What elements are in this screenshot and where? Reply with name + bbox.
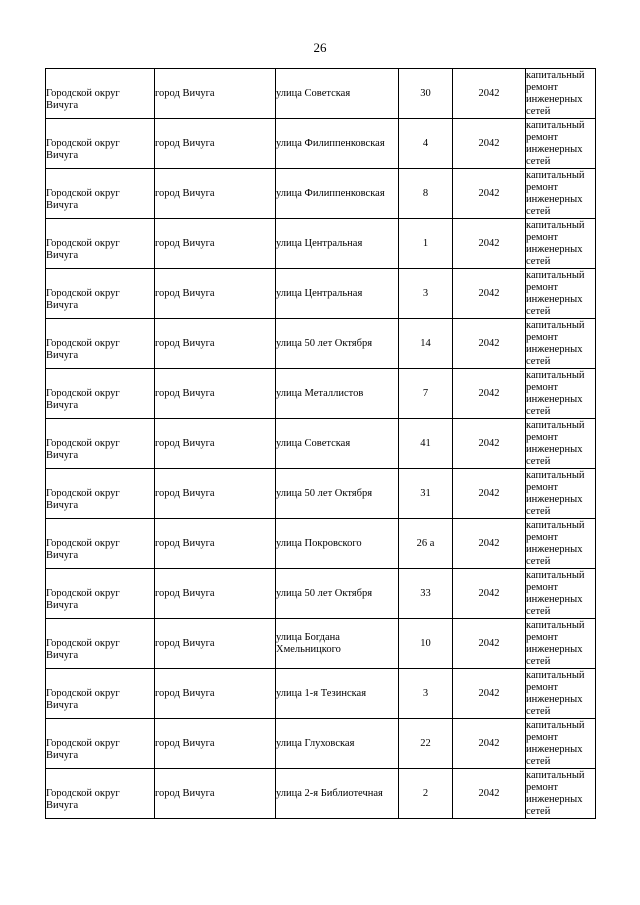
street-cell: улица Богдана Хмельницкого: [276, 619, 399, 669]
settlement-cell: город Вичуга: [155, 619, 276, 669]
municipality-cell: Городской округ Вичуга: [46, 119, 155, 169]
house-cell: 2: [399, 769, 453, 819]
municipality-cell: Городской округ Вичуга: [46, 219, 155, 269]
table-row: [46, 169, 596, 219]
work-type-cell: капитальный ремонт инженерных сетей: [526, 69, 596, 119]
street-cell: улица Советская: [276, 69, 399, 119]
year-cell: 2042: [453, 619, 526, 669]
settlement-cell: город Вичуга: [155, 119, 276, 169]
house-cell: 14: [399, 319, 453, 369]
table-row: [46, 369, 596, 419]
street-cell: улица Советская: [276, 419, 399, 469]
year-cell: 2042: [453, 519, 526, 569]
year-cell: 2042: [453, 169, 526, 219]
settlement-cell: город Вичуга: [155, 519, 276, 569]
municipality-cell: Городской округ Вичуга: [46, 369, 155, 419]
house-cell: 41: [399, 419, 453, 469]
settlement-cell: город Вичуга: [155, 669, 276, 719]
work-type-cell: капитальный ремонт инженерных сетей: [526, 769, 596, 819]
table-row: [46, 769, 596, 819]
page-number: 26: [313, 40, 327, 55]
house-cell: 33: [399, 569, 453, 619]
settlement-cell: город Вичуга: [155, 319, 276, 369]
house-cell: 3: [399, 669, 453, 719]
street-cell: улица 50 лет Октября: [276, 319, 399, 369]
settlement-cell: город Вичуга: [155, 769, 276, 819]
street-cell: улица 2-я Библиотечная: [276, 769, 399, 819]
year-cell: 2042: [453, 69, 526, 119]
year-cell: 2042: [453, 569, 526, 619]
municipality-cell: Городской округ Вичуга: [46, 519, 155, 569]
year-cell: 2042: [453, 419, 526, 469]
table-row: [46, 719, 596, 769]
house-cell: 7: [399, 369, 453, 419]
work-type-cell: капитальный ремонт инженерных сетей: [526, 119, 596, 169]
work-type-cell: капитальный ремонт инженерных сетей: [526, 719, 596, 769]
municipality-cell: Городской округ Вичуга: [46, 769, 155, 819]
settlement-cell: город Вичуга: [155, 569, 276, 619]
municipality-cell: Городской округ Вичуга: [46, 319, 155, 369]
work-type-cell: капитальный ремонт инженерных сетей: [526, 269, 596, 319]
table-row: [46, 319, 596, 369]
year-cell: 2042: [453, 669, 526, 719]
work-type-cell: капитальный ремонт инженерных сетей: [526, 469, 596, 519]
work-type-cell: капитальный ремонт инженерных сетей: [526, 419, 596, 469]
municipality-cell: Городской округ Вичуга: [46, 419, 155, 469]
street-cell: улица 1-я Тезинская: [276, 669, 399, 719]
municipality-cell: Городской округ Вичуга: [46, 669, 155, 719]
municipality-cell: Городской округ Вичуга: [46, 719, 155, 769]
street-cell: улица Филиппенковская: [276, 119, 399, 169]
house-cell: 30: [399, 69, 453, 119]
work-type-cell: капитальный ремонт инженерных сетей: [526, 669, 596, 719]
settlement-cell: город Вичуга: [155, 369, 276, 419]
year-cell: 2042: [453, 219, 526, 269]
table-row: [46, 469, 596, 519]
work-type-cell: капитальный ремонт инженерных сетей: [526, 169, 596, 219]
table-row: [46, 619, 596, 669]
house-cell: 31: [399, 469, 453, 519]
table-row: [46, 519, 596, 569]
table-row: [46, 569, 596, 619]
street-cell: улица 50 лет Октября: [276, 469, 399, 519]
housing-table: [45, 68, 596, 819]
street-cell: улица 50 лет Октября: [276, 569, 399, 619]
municipality-cell: Городской округ Вичуга: [46, 169, 155, 219]
settlement-cell: город Вичуга: [155, 419, 276, 469]
house-cell: 26 а: [399, 519, 453, 569]
year-cell: 2042: [453, 369, 526, 419]
street-cell: улица Филиппенковская: [276, 169, 399, 219]
house-cell: 3: [399, 269, 453, 319]
municipality-cell: Городской округ Вичуга: [46, 619, 155, 669]
work-type-cell: капитальный ремонт инженерных сетей: [526, 369, 596, 419]
settlement-cell: город Вичуга: [155, 69, 276, 119]
year-cell: 2042: [453, 319, 526, 369]
table-row: [46, 119, 596, 169]
year-cell: 2042: [453, 719, 526, 769]
settlement-cell: город Вичуга: [155, 469, 276, 519]
street-cell: улица Металлистов: [276, 369, 399, 419]
settlement-cell: город Вичуга: [155, 219, 276, 269]
table-row: [46, 269, 596, 319]
work-type-cell: капитальный ремонт инженерных сетей: [526, 569, 596, 619]
table-row: [46, 419, 596, 469]
street-cell: улица Глуховская: [276, 719, 399, 769]
table-row: [46, 219, 596, 269]
year-cell: 2042: [453, 119, 526, 169]
street-cell: улица Центральная: [276, 269, 399, 319]
municipality-cell: Городской округ Вичуга: [46, 269, 155, 319]
street-cell: улица Центральная: [276, 219, 399, 269]
table-row: [46, 69, 596, 119]
house-cell: 8: [399, 169, 453, 219]
street-cell: улица Покровского: [276, 519, 399, 569]
work-type-cell: капитальный ремонт инженерных сетей: [526, 319, 596, 369]
work-type-cell: капитальный ремонт инженерных сетей: [526, 219, 596, 269]
house-cell: 4: [399, 119, 453, 169]
work-type-cell: капитальный ремонт инженерных сетей: [526, 519, 596, 569]
year-cell: 2042: [453, 269, 526, 319]
table-body: [46, 69, 596, 819]
municipality-cell: Городской округ Вичуга: [46, 569, 155, 619]
house-cell: 1: [399, 219, 453, 269]
work-type-cell: капитальный ремонт инженерных сетей: [526, 619, 596, 669]
house-cell: 22: [399, 719, 453, 769]
settlement-cell: город Вичуга: [155, 169, 276, 219]
settlement-cell: город Вичуга: [155, 269, 276, 319]
year-cell: 2042: [453, 769, 526, 819]
house-cell: 10: [399, 619, 453, 669]
year-cell: 2042: [453, 469, 526, 519]
table-row: [46, 669, 596, 719]
settlement-cell: город Вичуга: [155, 719, 276, 769]
municipality-cell: Городской округ Вичуга: [46, 69, 155, 119]
municipality-cell: Городской округ Вичуга: [46, 469, 155, 519]
